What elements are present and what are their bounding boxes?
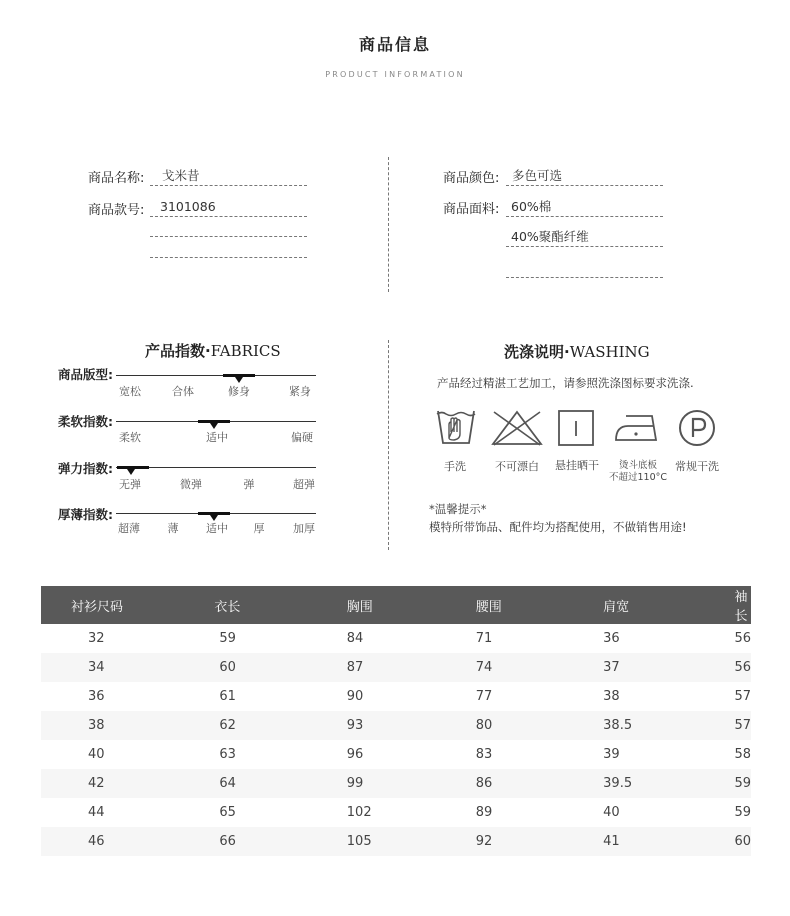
thickness-tick: 厚: [253, 522, 265, 535]
elasticity-tick: 无弹: [119, 478, 141, 491]
product-color-label: 商品颜色:: [443, 171, 500, 186]
product-color-value: 多色可选: [512, 168, 563, 183]
washing-title-cn: 洗涤说明·: [504, 343, 570, 361]
softness-tick: 偏硬: [291, 431, 313, 444]
vertical-divider: [388, 157, 389, 292]
thickness-tick: 加厚: [293, 522, 315, 535]
dry-clean-icon: [677, 408, 717, 448]
table-cell: 38.5: [557, 711, 688, 740]
washing-instruction: 产品经过精湛工艺加工，请参照洗涤图标要求洗涤.: [437, 376, 694, 390]
table-row: [41, 653, 751, 682]
table-cell: 39.5: [557, 769, 688, 798]
iron-label-2: 不超过110°C: [608, 472, 668, 483]
table-cell: 65: [219, 805, 236, 820]
no-bleach-icon: [490, 408, 544, 448]
divider: [506, 246, 663, 247]
table-cell: 89: [475, 805, 493, 820]
product-fabric-value-2: 40%聚酯纤维: [511, 229, 589, 244]
table-row: [41, 827, 751, 856]
elasticity-tick: 超弹: [293, 478, 315, 491]
elasticity-tick: 弹: [243, 478, 255, 491]
fit-tick: 紧身: [289, 385, 311, 398]
product-name-label: 商品名称:: [88, 171, 145, 186]
tip-title: *温馨提示*: [429, 502, 487, 516]
thickness-tick: 超薄: [118, 522, 140, 535]
column-header: 胸围: [301, 586, 431, 624]
divider: [150, 257, 307, 258]
washing-title-en: WASHING: [569, 343, 650, 361]
fit-index-label: 商品版型:: [58, 367, 113, 382]
table-cell: 59: [688, 769, 751, 798]
hand-wash-label: 手洗: [444, 460, 466, 473]
softness-tick: 柔软: [119, 431, 141, 444]
table-cell: 71: [475, 631, 493, 646]
table-cell: 93: [301, 711, 431, 740]
table-cell: 41: [557, 827, 688, 856]
product-fabric-label: 商品面料:: [443, 202, 500, 217]
fit-tick: 合体: [172, 385, 194, 398]
table-cell: 59: [734, 805, 751, 820]
table-cell: 63: [219, 747, 236, 762]
table-cell: 61: [219, 689, 236, 704]
divider: [150, 185, 307, 186]
table-cell: 56: [688, 653, 751, 682]
table-cell: 36: [603, 631, 620, 646]
hang-dry-label: 悬挂晒干: [555, 459, 599, 472]
table-cell: 40: [88, 747, 105, 762]
table-cell: 92: [431, 827, 557, 856]
divider: [150, 236, 307, 237]
table-cell: 96: [346, 747, 364, 762]
fit-tick: 宽松: [119, 385, 141, 398]
column-header: 衣长: [169, 586, 300, 624]
table-row: [41, 769, 751, 798]
column-header: 肩宽: [557, 586, 688, 624]
page-subtitle: PRODUCT INFORMATION: [325, 70, 465, 79]
elasticity-index-label: 弹力指数:: [58, 461, 113, 476]
hang-dry-icon: [557, 409, 595, 447]
vertical-divider: [388, 340, 389, 550]
thickness-index-label: 厚薄指数:: [58, 507, 113, 522]
table-cell: 87: [301, 653, 431, 682]
table-cell: 66: [169, 827, 300, 856]
table-cell: 60: [169, 653, 300, 682]
table-cell: 32: [88, 631, 105, 646]
table-cell: 80: [431, 711, 557, 740]
table-cell: 84: [346, 631, 364, 646]
dry-clean-label: 常规干洗: [675, 460, 719, 473]
table-cell: 86: [431, 769, 557, 798]
iron-label: 烫斗底板: [618, 460, 658, 471]
column-header: 袖长: [688, 586, 751, 624]
column-header: 腰围: [431, 586, 557, 624]
table-cell: 34: [41, 653, 169, 682]
table-cell: 57: [734, 689, 751, 704]
product-code-label: 商品款号:: [88, 203, 145, 218]
table-cell: 77: [475, 689, 493, 704]
tip-text: 模特所带饰品、配件均为搭配使用，不做销售用途!: [429, 520, 687, 534]
divider: [506, 216, 663, 217]
table-cell: 44: [88, 805, 105, 820]
table-cell: 58: [734, 747, 751, 762]
table-cell: 99: [301, 769, 431, 798]
table-cell: 64: [169, 769, 300, 798]
no-bleach-label: 不可漂白: [495, 460, 539, 473]
table-cell: 74: [431, 653, 557, 682]
table-cell: 46: [41, 827, 169, 856]
table-cell: 39: [603, 747, 620, 762]
table-row: [41, 740, 751, 769]
table-cell: 42: [41, 769, 169, 798]
table-row: [41, 798, 751, 827]
fabrics-title-en: FABRICS: [210, 342, 281, 360]
table-row: [41, 682, 751, 711]
table-cell: 60: [688, 827, 751, 856]
table-cell: 38: [41, 711, 169, 740]
hand-wash-icon: [434, 408, 478, 448]
product-name-value: 戈米昔: [162, 168, 200, 183]
elasticity-index-pointer: [127, 469, 135, 475]
divider: [506, 185, 663, 186]
softness-tick: 适中: [206, 431, 228, 444]
thickness-tick: 薄: [167, 522, 179, 535]
size-table: [41, 586, 751, 856]
fit-tick: 修身: [228, 385, 250, 398]
table-cell: 90: [346, 689, 364, 704]
thickness-tick: 适中: [206, 522, 228, 535]
page-title: 商品信息: [358, 35, 431, 54]
elasticity-tick: 微弹: [180, 478, 202, 491]
table-row: [41, 711, 751, 740]
table-cell: 59: [219, 631, 236, 646]
softness-index-label: 柔软指数:: [58, 414, 113, 429]
table-row: [41, 624, 751, 653]
washing-title: [504, 341, 650, 362]
column-header: 衬衫尺码: [41, 586, 169, 624]
table-cell: 83: [475, 747, 493, 762]
fabrics-title: [145, 340, 281, 361]
table-cell: 56: [734, 631, 751, 646]
table-cell: 62: [169, 711, 300, 740]
table-cell: 36: [88, 689, 105, 704]
divider: [150, 216, 307, 217]
product-fabric-value: 60%棉: [511, 199, 552, 214]
table-cell: 40: [603, 805, 620, 820]
table-header-row: [41, 586, 751, 624]
table-cell: 37: [557, 653, 688, 682]
table-cell: 102: [346, 805, 372, 820]
iron-icon: [612, 412, 664, 444]
fabrics-title-cn: 产品指数·: [145, 342, 211, 360]
divider: [506, 277, 663, 278]
table-cell: 38: [603, 689, 620, 704]
table-cell: 105: [301, 827, 431, 856]
product-code-value: 3101086: [160, 199, 216, 214]
table-cell: 57: [688, 711, 751, 740]
fit-index-track: [116, 375, 316, 376]
